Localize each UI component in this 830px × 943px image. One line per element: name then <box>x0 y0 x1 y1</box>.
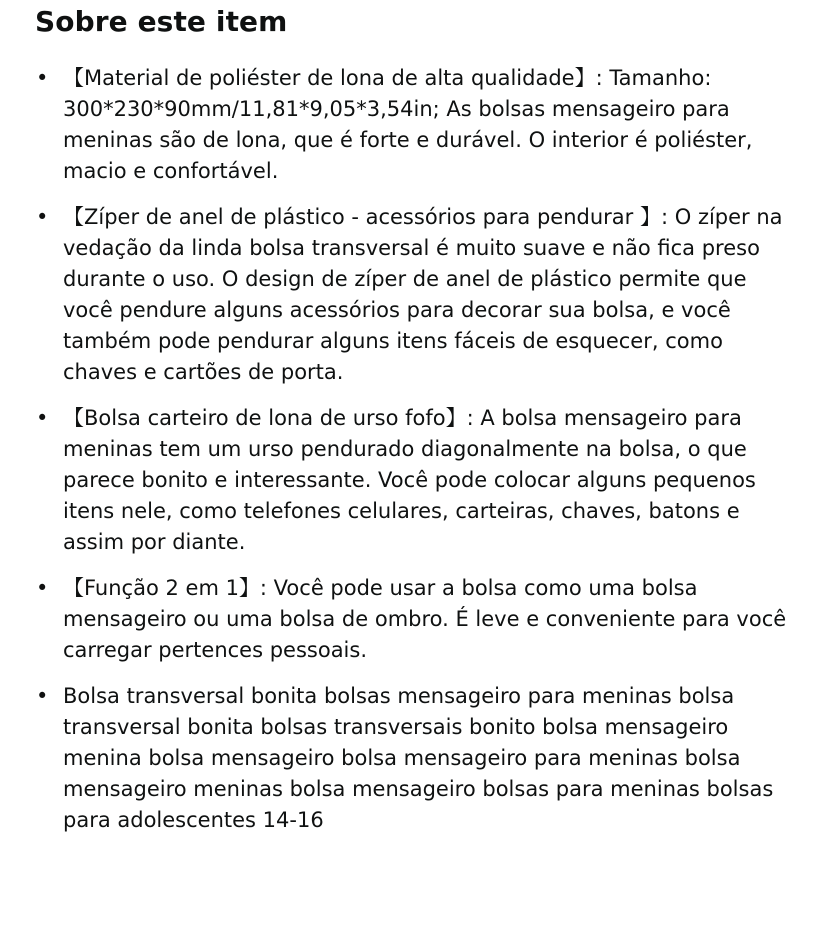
feature-bullet-text: 【Função 2 em 1】: Você pode usar a bolsa como uma bolsa mensageiro ou uma bolsa de ombro. É leve e conveniente para você carregar pertences pessoais. <box>63 576 787 662</box>
feature-bullet-list <box>35 63 800 836</box>
bullet-dot: • <box>36 205 49 229</box>
feature-bullet-text: 【Zíper de anel de plástico - acessórios para pendurar 】: O zíper na vedação da linda bolsa transversal é muito suave e não fica preso durante o uso. O design de zíper de anel de plástico permite que você pendure alguns acessórios para decorar sua bolsa, e você também pode pendurar alguns itens fáceis de esquecer, como chaves e cartões de porta. <box>63 205 783 384</box>
bullet-dot: • <box>36 684 49 708</box>
feature-bullet-text: 【Bolsa carteiro de lona de urso fofo】: A bolsa mensageiro para meninas tem um urso pendurado diagonalmente na bolsa, o que parece bonito e interessante. Você pode colocar alguns pequenos itens nele, como telefones celulares, carteiras, chaves, batons e assim por diante. <box>63 406 756 554</box>
feature-bullet-text: 【Material de poliéster de lona de alta qualidade】: Tamanho: 300*230*90mm/11,81*9,05*3,54in; As bolsas mensageiro para meninas são de lona, que é forte e durável. O interior é poliéster, macio e confortável. <box>63 66 753 183</box>
bullet-dot: • <box>36 576 49 600</box>
feature-bullet <box>35 573 800 666</box>
bullet-dot: • <box>36 406 49 430</box>
feature-bullet <box>35 202 800 388</box>
feature-bullet <box>35 403 800 558</box>
feature-bullet <box>35 63 800 187</box>
bullet-dot: • <box>36 66 49 90</box>
feature-bullet <box>35 681 800 836</box>
feature-bullet-text: Bolsa transversal bonita bolsas mensageiro para meninas bolsa transversal bonita bolsas transversais bonito bolsa mensageiro menina bolsa mensageiro bolsa mensageiro para meninas bolsa mensageiro meninas bolsa mensageiro bolsas para meninas bolsas para adolescentes 14-16 <box>63 684 774 832</box>
section-title: Sobre este item <box>35 5 288 38</box>
